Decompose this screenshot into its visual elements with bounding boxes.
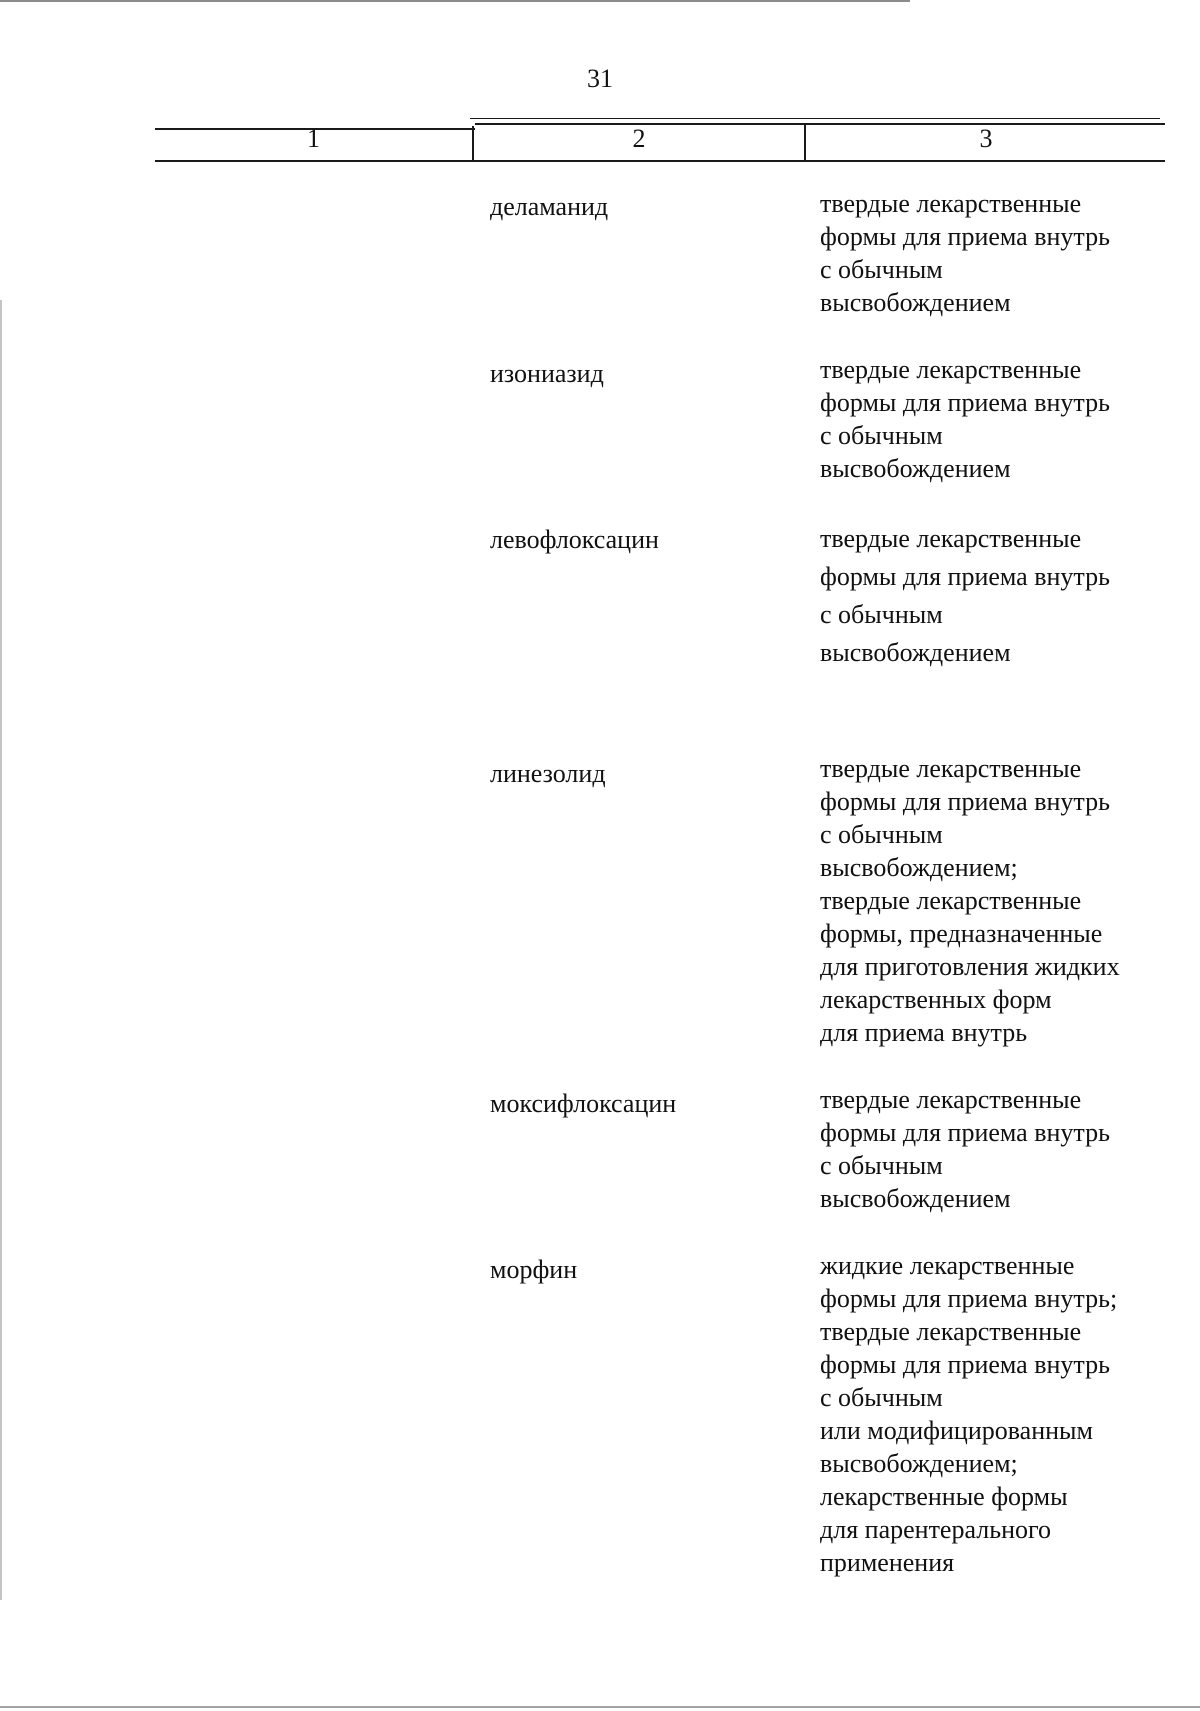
dosage-form: твердые лекарственные формы для приема внутрь с обычным высвобождением	[820, 1085, 1110, 1213]
drug-name: изониазид	[490, 359, 604, 388]
column-header-2: 2	[632, 124, 646, 153]
drug-name: линезолид	[490, 759, 606, 788]
drug-name: левофлоксацин	[490, 525, 659, 554]
dosage-form: твердые лекарственные формы для приема внутрь с обычным высвобождением	[820, 524, 1110, 667]
page-number: 31	[587, 64, 613, 93]
dosage-form: твердые лекарственные формы для приема внутрь с обычным высвобождением; твердые лекарственные формы, предназначенные для приготовления жидких лекарственных форм для приема внутрь	[820, 754, 1120, 1047]
scan-bottom-edge	[0, 1706, 1200, 1708]
scan-edge-mark	[0, 300, 2, 1600]
drug-name: моксифлоксацин	[490, 1089, 677, 1118]
header-top-rule	[470, 118, 1160, 119]
header-bottom-rule	[155, 160, 1165, 162]
dosage-form: твердые лекарственные формы для приема внутрь с обычным высвобождением	[820, 189, 1110, 317]
scan-top-edge	[0, 0, 910, 2]
drug-name: деламанид	[490, 192, 609, 221]
column-header-3: 3	[979, 124, 993, 153]
dosage-form: твердые лекарственные формы для приема внутрь с обычным высвобождением	[820, 355, 1110, 483]
drug-name: морфин	[490, 1255, 578, 1284]
column-header-1: 1	[307, 124, 320, 153]
dosage-form: жидкие лекарственные формы для приема внутрь; твердые лекарственные формы для приема внутрь с обычным или модифицированным высвобождением; лекарственные формы для парентерального применения	[820, 1251, 1118, 1577]
